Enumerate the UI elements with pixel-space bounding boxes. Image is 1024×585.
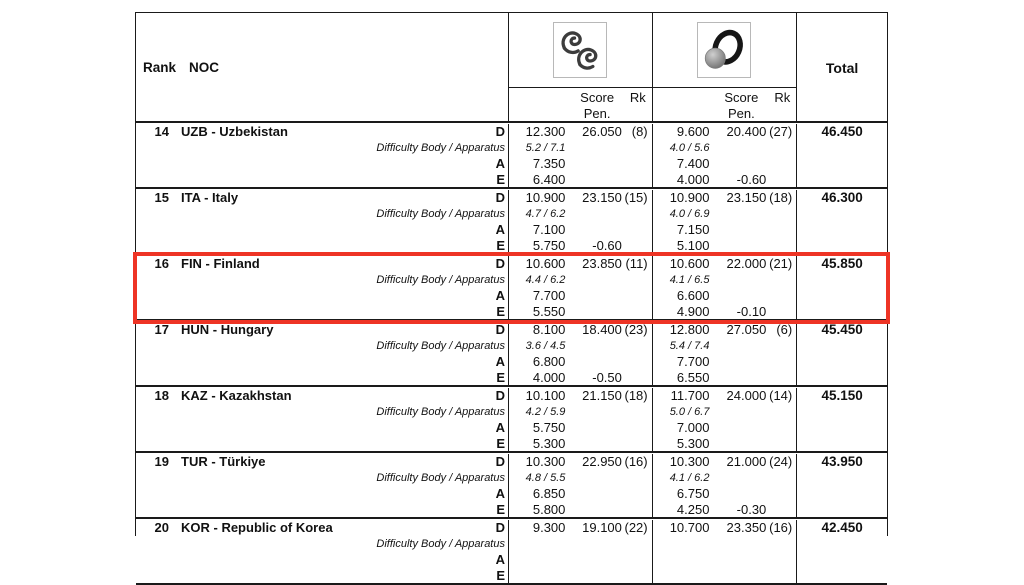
app2-e-value [653,568,715,584]
app2-difficulty-values [653,536,715,552]
app1-a-value: 5.750 [532,420,566,435]
app2-d-value: 11.700 [670,388,710,403]
table-row [136,387,887,453]
e-row-label: E [496,502,505,517]
score-label: Score [724,90,759,105]
app2-d-value: 10.700 [669,520,710,535]
pen-label: Pen. [583,106,611,121]
noc-name: KOR - Republic of Korea [181,520,333,535]
app1-rank-value: (16) [624,454,648,469]
app1-e-value: 5.800 [532,502,566,517]
total-column-label: Total [825,59,859,76]
d-row-label: D [495,124,505,139]
app2-a-value: 7.150 [676,222,710,237]
app2-score-value: 21.000 [726,454,767,469]
app1-pen-value: -0.50 [592,370,622,385]
app2-score-value: 22.000 [726,256,767,271]
a-row-label: A [495,354,505,369]
app1-d-value: 10.300 [525,454,566,469]
table-row [136,519,887,585]
rank-noc-cell [136,454,508,518]
rank-value: 18 [154,388,169,403]
app1-pen-value [570,304,623,320]
apparatus-1-cell [508,388,652,452]
apparatus-1-cell [508,190,652,254]
e-row-label: E [496,370,505,385]
rank-noc-cell [136,256,508,320]
rank-value: 14 [154,124,169,139]
app2-score-value: 23.350 [726,520,767,535]
app2-rank-value: (18) [769,190,793,205]
table-header [136,13,887,123]
score-label: Score [580,90,615,105]
app2-difficulty-values: 4.1 / 6.2 [669,472,710,484]
app2-a-value: 7.700 [676,354,710,369]
apparatus-2-cell [652,388,797,452]
apparatus-2-cell [652,454,797,518]
apparatus-1-cell [508,322,652,386]
difficulty-row-label: Difficulty Body / Apparatus [376,208,505,220]
app1-rank-value: (22) [624,520,648,535]
difficulty-row-label: Difficulty Body / Apparatus [376,472,505,484]
app1-e-value: 4.000 [532,370,566,385]
total-cell [796,454,887,518]
app2-e-value: 4.250 [676,502,710,517]
total-value: 43.950 [821,454,863,469]
app2-e-value: 4.900 [676,304,710,319]
rank-value: 19 [154,454,169,469]
rk-label: Rk [629,90,646,105]
app2-pen-value [714,370,768,386]
a-row-label: A [495,288,505,303]
ribbons-icon [558,27,602,73]
d-row-label: D [495,190,505,205]
app1-score-value: 19.100 [582,520,622,535]
app1-d-value: 8.100 [532,322,566,337]
app2-e-value: 4.000 [676,172,710,187]
app2-difficulty-values: 4.0 / 5.6 [669,142,710,154]
app1-difficulty-values: 3.6 / 4.5 [525,340,566,352]
app1-d-value: 10.600 [525,256,566,271]
rank-value: 15 [154,190,169,205]
app1-score-value: 23.850 [582,256,622,271]
e-row-label: E [496,568,505,583]
apparatus-1-cell [508,454,652,518]
app1-a-value: 6.850 [532,486,566,501]
noc-name: UZB - Uzbekistan [181,124,288,139]
app2-e-value: 6.550 [676,370,710,385]
app2-a-value: 6.600 [676,288,710,303]
app2-difficulty-values: 4.1 / 6.5 [669,274,710,286]
a-row-label: A [495,156,505,171]
noc-name: FIN - Finland [181,256,260,271]
table-row [136,189,887,255]
app2-rank-value: (21) [769,256,793,271]
app1-score-value: 18.400 [582,322,622,337]
app1-score-value: 21.150 [582,388,622,403]
noc-name: TUR - Türkiye [181,454,266,469]
app1-e-value: 6.400 [532,172,566,187]
apparatus-2-cell [652,190,797,254]
apparatus-1-cell [508,124,652,188]
rank-noc-cell [136,520,508,584]
app1-difficulty-values [509,536,570,552]
app1-pen-value [570,568,623,584]
app1-e-value: 5.550 [532,304,566,319]
a-row-label: A [495,552,505,567]
app1-a-value: 7.100 [532,222,566,237]
rank-column-label: Rank [143,60,177,75]
app2-rank-value: (16) [769,520,793,535]
app2-pen-value: -0.30 [736,502,767,517]
rank-value: 20 [154,520,169,535]
app2-score-value: 27.050 [726,322,767,337]
app1-pen-value [570,436,623,452]
noc-name: ITA - Italy [181,190,239,205]
rank-noc-cell [136,322,508,386]
results-table [135,12,888,583]
header-total [796,13,887,122]
header-rank-noc [136,13,508,122]
app2-score-value: 20.400 [726,124,767,139]
app2-pen-value [714,436,768,452]
app1-d-value: 9.300 [532,520,566,535]
rank-value: 17 [154,322,169,337]
app1-a-value: 6.800 [532,354,566,369]
d-row-label: D [495,322,505,337]
difficulty-row-label: Difficulty Body / Apparatus [376,538,505,550]
app1-a-value: 7.700 [532,288,566,303]
app2-e-value: 5.100 [676,238,710,253]
app2-rank-value: (14) [769,388,793,403]
app2-rank-value: (24) [769,454,793,469]
app1-rank-value: (15) [624,190,648,205]
difficulty-row-label: Difficulty Body / Apparatus [376,142,505,154]
rows [136,123,887,585]
total-cell [796,388,887,452]
total-value: 45.150 [821,388,863,403]
e-row-label: E [496,172,505,187]
difficulty-row-label: Difficulty Body / Apparatus [376,274,505,286]
a-row-label: A [495,486,505,501]
app1-difficulty-values: 5.2 / 7.1 [525,142,566,154]
a-row-label: A [495,222,505,237]
total-value: 45.850 [821,256,863,271]
d-row-label: D [495,454,505,469]
app2-a-value: 6.750 [676,486,710,501]
app2-rank-value: (6) [776,322,793,337]
noc-name: HUN - Hungary [181,322,274,337]
app2-a-value [653,552,715,568]
difficulty-row-label: Difficulty Body / Apparatus [376,406,505,418]
app1-pen-value: -0.60 [592,238,622,253]
d-row-label: D [495,256,505,271]
total-cell [796,322,887,386]
app2-a-value: 7.000 [676,420,710,435]
app2-pen-value: -0.60 [736,172,767,187]
app1-e-value: 5.300 [532,436,566,451]
app1-score-value: 23.150 [582,190,622,205]
apparatus-1-cell [508,520,652,584]
app2-pen-value [714,238,768,254]
app1-score-value: 26.050 [582,124,622,139]
app2-score-value: 23.150 [726,190,767,205]
app1-a-value [509,552,570,568]
app2-d-value: 9.600 [676,124,710,139]
app1-a-value: 7.350 [532,156,566,171]
rank-noc-cell [136,190,508,254]
app1-rank-value: (8) [631,124,648,139]
apparatus-1-icon-box [553,22,607,78]
app1-d-value: 10.900 [525,190,566,205]
difficulty-row-label: Difficulty Body / Apparatus [376,340,505,352]
apparatus-2-cell [652,520,797,584]
app1-difficulty-values: 4.4 / 6.2 [525,274,566,286]
table-row [136,255,887,321]
e-row-label: E [496,304,505,319]
pen-label: Pen. [728,106,755,121]
app2-a-value: 7.400 [676,156,710,171]
app2-rank-value: (27) [769,124,793,139]
app2-pen-value [714,568,768,584]
app1-pen-value [570,502,623,518]
app2-d-value: 10.600 [669,256,710,271]
a-row-label: A [495,420,505,435]
ball-hoop-icon [702,27,746,73]
e-row-label: E [496,436,505,451]
total-cell [796,520,887,584]
app2-score-value: 24.000 [726,388,767,403]
app2-d-value: 12.800 [669,322,710,337]
total-value: 45.450 [821,322,863,337]
e-row-label: E [496,238,505,253]
total-cell [796,124,887,188]
app1-rank-value: (18) [624,388,648,403]
noc-column-label: NOC [189,60,220,75]
d-row-label: D [495,388,505,403]
app1-difficulty-values: 4.2 / 5.9 [525,406,566,418]
apparatus-2-cell [652,124,797,188]
apparatus-2-cell [652,322,797,386]
app2-d-value: 10.900 [669,190,710,205]
app2-e-value: 5.300 [676,436,710,451]
app1-e-value [509,568,570,584]
app1-d-value: 12.300 [525,124,566,139]
app1-difficulty-values: 4.8 / 5.5 [525,472,566,484]
total-value: 46.450 [821,124,863,139]
rank-noc-cell [136,124,508,188]
app1-pen-value [570,172,623,188]
app2-difficulty-values: 5.0 / 6.7 [669,406,710,418]
d-row-label: D [495,520,505,535]
app2-pen-value: -0.10 [736,304,767,319]
table-row [136,321,887,387]
apparatus-1-cell [508,256,652,320]
app2-d-value: 10.300 [669,454,710,469]
total-value: 46.300 [821,190,863,205]
app2-difficulty-values: 5.4 / 7.4 [669,340,710,352]
app1-e-value: 5.750 [532,238,566,253]
rank-value: 16 [154,256,169,271]
header-apparatus-1 [508,13,652,122]
app1-rank-value: (23) [624,322,648,337]
apparatus-2-icon-box [697,22,751,78]
table-row [136,123,887,189]
total-value: 42.450 [821,520,863,535]
apparatus-2-cell [652,256,797,320]
app1-difficulty-values: 4.7 / 6.2 [525,208,566,220]
table-row [136,453,887,519]
app1-score-value: 22.950 [582,454,622,469]
total-cell [796,256,887,320]
total-cell [796,190,887,254]
app1-rank-value: (11) [625,256,648,271]
rank-noc-cell [136,388,508,452]
rk-label: Rk [774,90,791,105]
app1-d-value: 10.100 [525,388,566,403]
header-apparatus-2 [652,13,797,122]
noc-name: KAZ - Kazakhstan [181,388,292,403]
app2-difficulty-values: 4.0 / 6.9 [669,208,710,220]
